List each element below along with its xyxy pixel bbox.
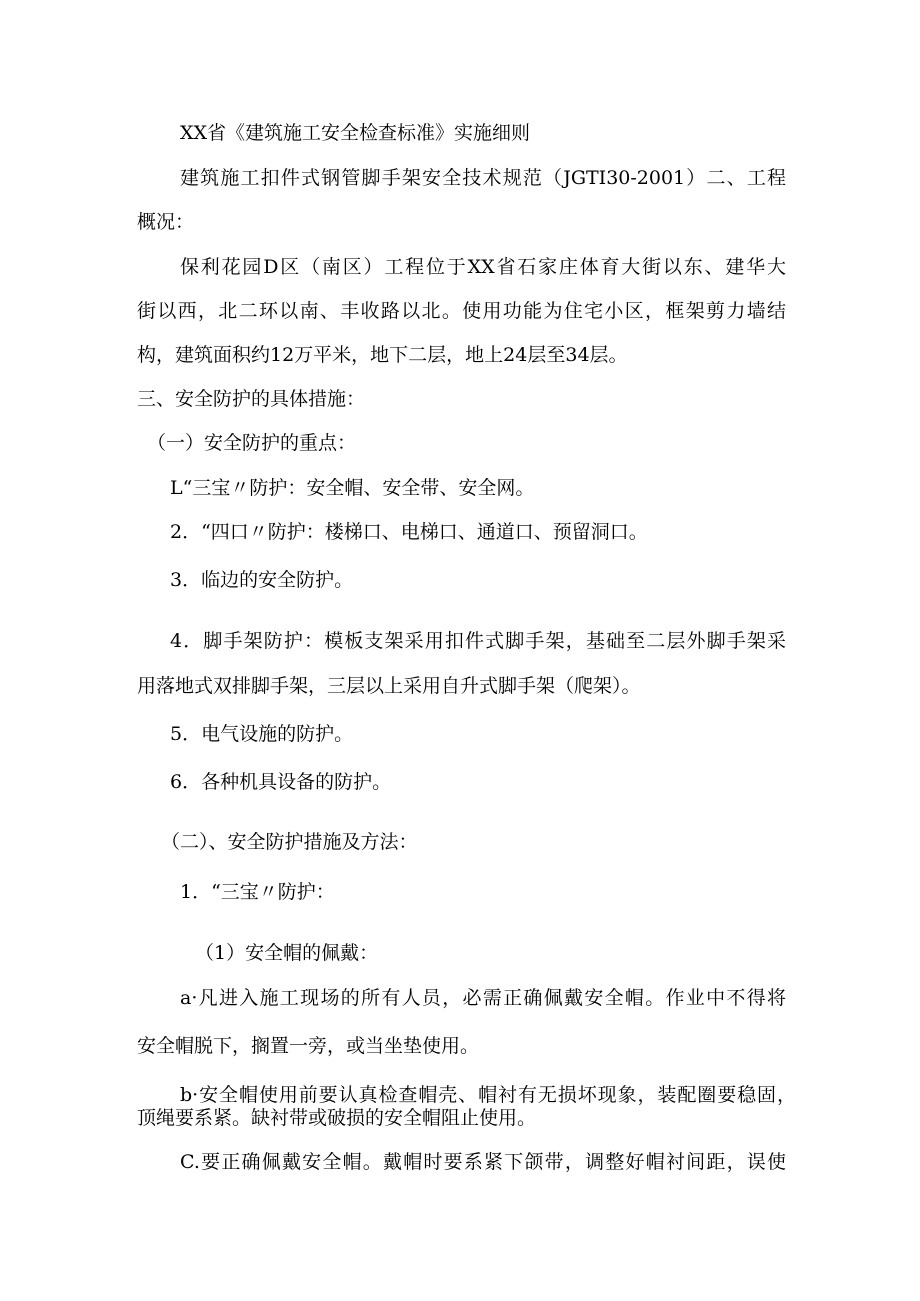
list-item-continued: 用落地式双排脚手架，三层以上采用自升式脚手架（爬架）。 <box>137 675 641 697</box>
paragraph-line: 构，建筑面积约12万平米，地下二层，地上24层至34层。 <box>137 344 628 366</box>
list-item: 5．电气设施的防护。 <box>170 723 354 745</box>
list-item: 3．临边的安全防护。 <box>170 569 354 591</box>
paragraph-line: C.要正确佩戴安全帽。戴帽时要系紧下颌带，调整好帽衬间距，误使 <box>180 1151 786 1173</box>
subsection-heading: （二）、安全防护措施及方法： <box>161 831 418 853</box>
paragraph-line: 顶绳要系紧。缺衬带或破损的安全帽阻止使用。 <box>137 1107 537 1129</box>
list-item: 1．“三宝〃防护： <box>180 881 335 903</box>
paragraph-line: 街以西，北二环以南、丰收路以北。使用功能为住宅小区，框架剪力墙结 <box>137 300 786 322</box>
doc-title: XX省《建筑施工安全检查标准》实施细则 <box>180 122 531 144</box>
subsection-heading: （一）安全防护的重点： <box>147 432 357 454</box>
list-item: L“三宝〃防护：安全帽、安全带、安全网。 <box>170 477 535 499</box>
paragraph-line: 建筑施工扣件式钢管脚手架安全技术规范（JGTI30-2001）二、工程 <box>180 167 786 189</box>
paragraph-line: 概况： <box>137 211 195 233</box>
section-heading: 三、安全防护的具体措施： <box>137 388 366 410</box>
sub-list-item: （1）安全帽的佩戴： <box>195 942 379 964</box>
list-item: 4．脚手架防护：模板支架采用扣件式脚手架，基础至二层外脚手架采 <box>170 630 786 652</box>
list-item: 6．各种机具设备的防护。 <box>170 771 392 793</box>
paragraph-line: 保利花园D区（南区）工程位于XX省石家庄体育大街以东、建华大 <box>180 256 786 278</box>
list-item: 2．“四口〃防护：楼梯口、电梯口、通道口、预留洞口。 <box>170 521 648 543</box>
paragraph-line: a·凡进入施工现场的所有人员，必需正确佩戴安全帽。作业中不得将 <box>180 987 786 1009</box>
paragraph-line: 安全帽脱下，搁置一旁，或当坐垫使用。 <box>137 1035 480 1057</box>
paragraph-line: b·安全帽使用前要认真检查帽壳、帽衬有无损坏现象，装配圈要稳固， <box>180 1084 796 1106</box>
